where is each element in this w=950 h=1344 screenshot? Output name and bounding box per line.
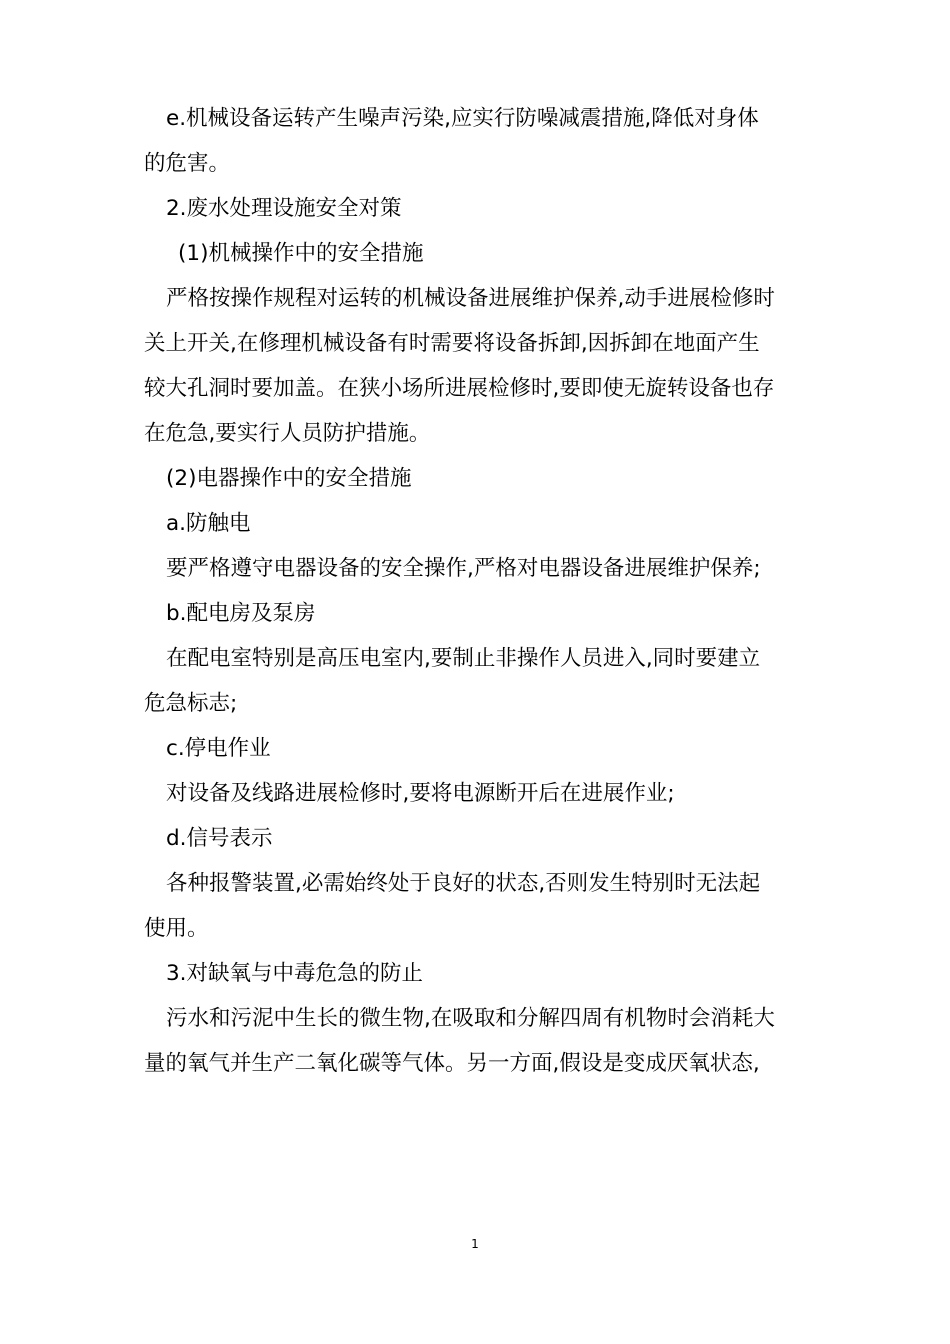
text-line: 对设备及线路进展检修时,要将电源断开后在进展作业;: [166, 781, 675, 806]
item-heading: b.配电房及泵房: [166, 601, 316, 626]
text-line: 在危急,要实行人员防护措施。: [144, 421, 431, 446]
item-heading: c.停电作业: [166, 736, 271, 761]
text-line: 严格按操作规程对运转的机械设备进展维护保养,动手进展检修时: [166, 286, 775, 311]
item-heading: d.信号表示: [166, 826, 273, 851]
text-line: 关上开关,在修理机械设备有时需要将设备拆卸,因拆卸在地面产生: [144, 331, 760, 356]
text-line: 的危害。: [144, 151, 231, 176]
subsection-heading: (2)电器操作中的安全措施: [166, 466, 412, 491]
text-line: 要严格遵守电器设备的安全操作,严格对电器设备进展维护保养;: [166, 556, 761, 581]
text-line: 污水和污泥中生长的微生物,在吸取和分解四周有机物时会消耗大: [166, 1006, 775, 1031]
text-line: 在配电室特别是高压电室内,要制止非操作人员进入,同时要建立: [166, 646, 761, 671]
subsection-heading: (1)机械操作中的安全措施: [178, 241, 424, 266]
item-heading: a.防触电: [166, 511, 251, 536]
text-line: 使用。: [144, 916, 209, 941]
page-number: 1: [471, 1237, 479, 1251]
text-line: 较大孔洞时要加盖。在狭小场所进展检修时,要即使无旋转设备也存: [144, 376, 775, 401]
text-line: 量的氧气并生产二氧化碳等气体。另一方面,假设是变成厌氧状态,: [144, 1051, 760, 1076]
text-line: 危急标志;: [144, 691, 238, 716]
text-line: 各种报警装置,必需始终处于良好的状态,否则发生特别时无法起: [166, 871, 761, 896]
section-heading: 2.废水处理设施安全对策: [166, 196, 402, 221]
section-heading: 3.对缺氧与中毒危急的防止: [166, 961, 424, 986]
text-line: e.机械设备运转产生噪声污染,应实行防噪减震措施,降低对身体: [166, 106, 759, 131]
